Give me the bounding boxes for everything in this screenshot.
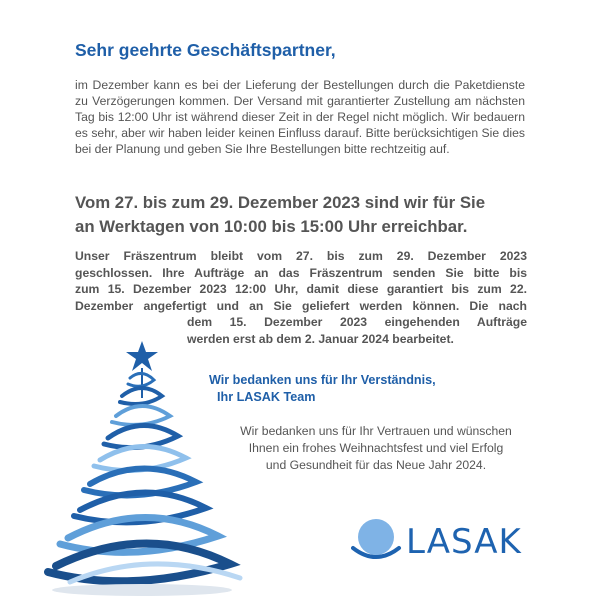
holiday-wishes [222,423,530,474]
closure-line-4: Dezember angefertigt und an Sie geliefert werden können. Die nach [75,298,527,313]
wishes-line-1: Wir bedanken uns für Ihr Vertrauen und wünschen [240,424,512,438]
greeting-heading: Sehr geehrte Geschäftspartner, [75,40,336,60]
headline-line-2: an Werktagen von 10:00 bis 15:00 Uhr erreichbar. [75,217,468,236]
closure-line-2: geschlossen. Ihre Aufträge an das Fräszentrum senden Sie bitte bis [75,265,527,280]
closure-line-3: zum 15. Dezember 2023 12:00 Uhr, damit diese garantiert bis zum 22. [75,282,527,297]
closure-line-5: dem 15. Dezember 2023 eingehenden Aufträge [187,315,527,330]
availability-headline [75,191,535,239]
lasak-logo [351,518,531,566]
intro-paragraph: im Dezember kann es bei der Lieferung der Bestellungen durch die Paketdienste zu Verzögerungen kommen. Der Versand mit garantierter Zustellung am nächsten Tag bis 12:00 Uhr ist während dieser Zeit in der Regel nicht möglich. Wir bedauern es sehr, aber wir haben leider keinen Einfluss darauf. Bitte berücksichtigen Sie dies bei der Planung und geben Sie Ihre Bestellungen bitte rechtzeitig auf. [75,78,525,157]
headline-line-1: Vom 27. bis zum 29. Dezember 2023 sind wir für Sie [75,193,486,212]
logo-wordmark: LASAK [406,522,522,562]
wishes-line-3: und Gesundheit für das Neue Jahr 2024. [265,458,487,472]
closure-paragraph [75,248,527,348]
wishes-line-2: Ihnen ein frohes Weihnachtsfest und viel Erfolg [248,441,504,455]
closure-line-1: Unser Fräszentrum bleibt vom 27. bis zum 29. Dezember 2023 [75,249,527,263]
thanks-signature: Ihr LASAK Team [217,390,316,404]
thanks-line-1: Wir bedanken uns für Ihr Verständnis, [209,373,436,387]
star-icon [126,341,158,371]
closure-line-6: werden erst ab dem 2. Januar 2024 bearbeitet. [187,331,454,346]
thanks-message [209,372,436,406]
logo-circle-icon [351,518,405,566]
